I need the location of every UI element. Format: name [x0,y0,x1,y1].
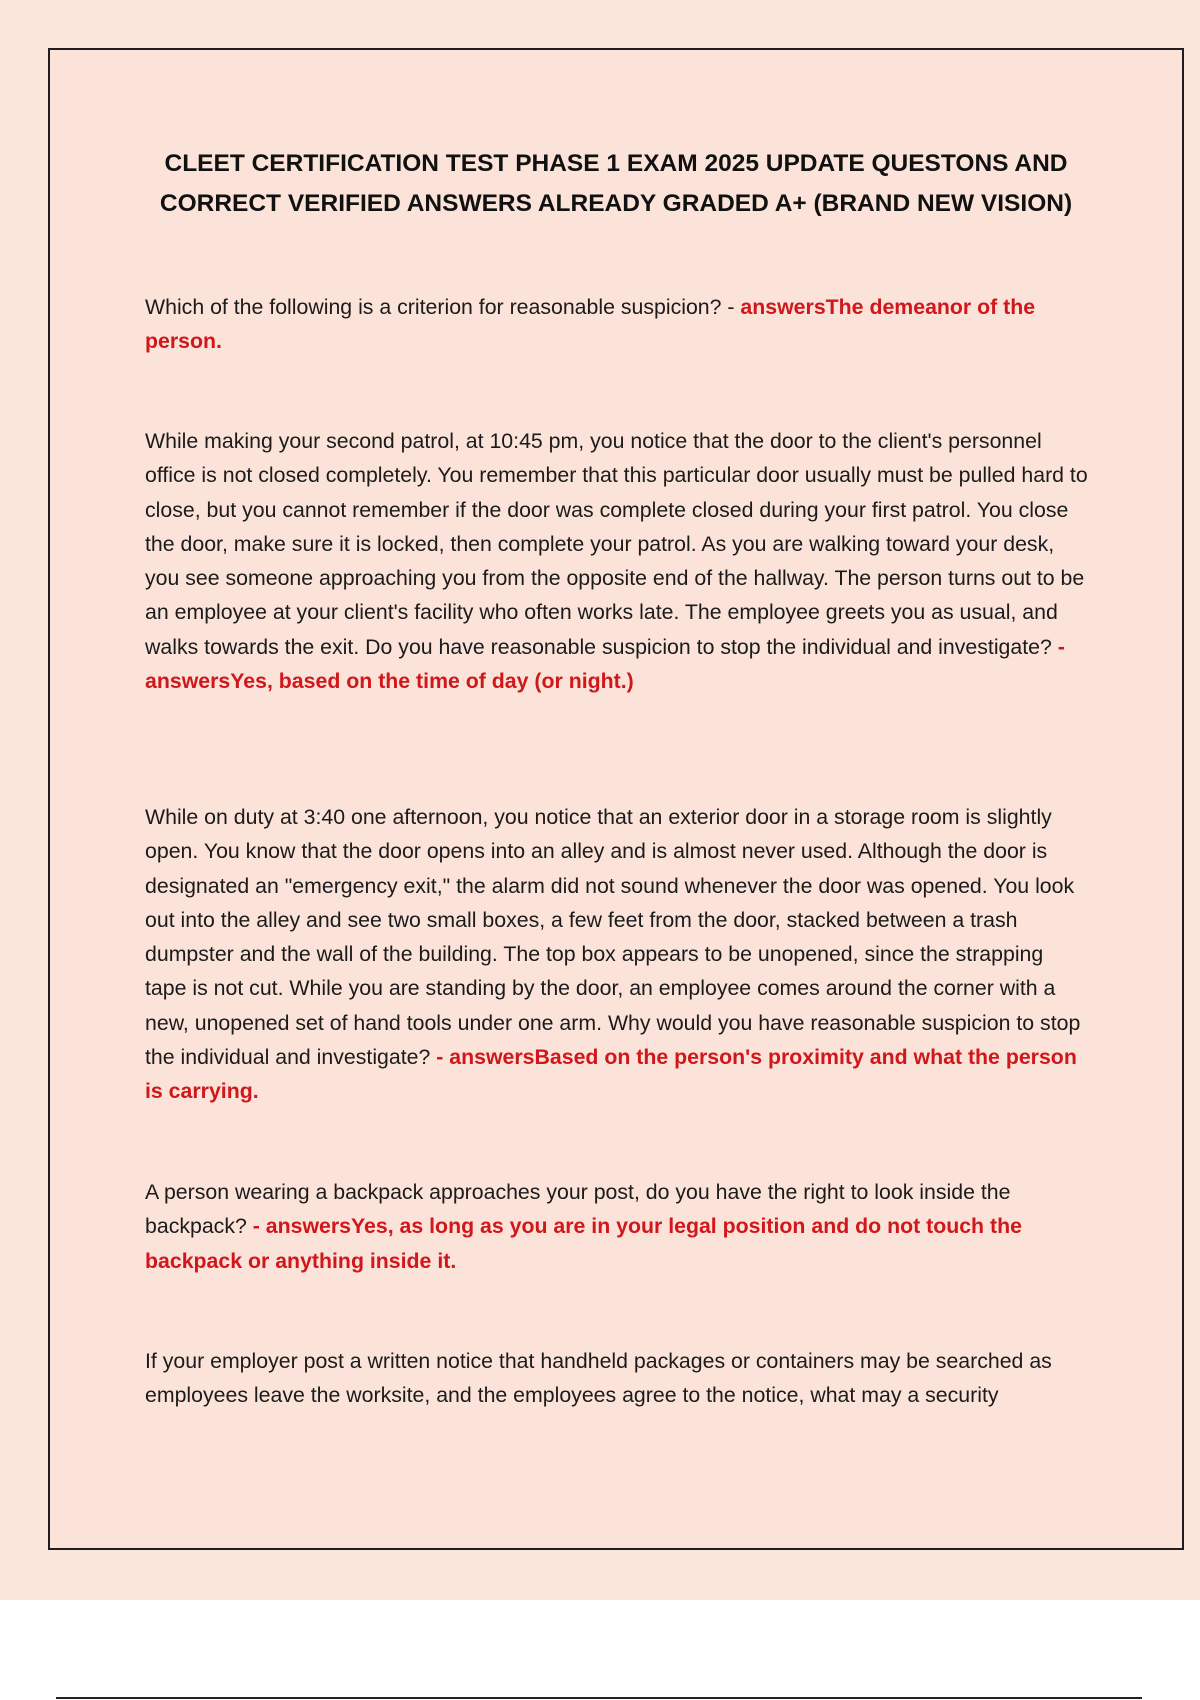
document-frame [48,48,1184,1550]
qa-item-5 [145,1344,1090,1413]
qa-item-2 [145,424,1090,698]
title-line-2: CORRECT VERIFIED ANSWERS ALREADY GRADED A+ (BRAND NEW VISION) [159,190,1073,217]
page-footer-rule [56,1697,1142,1699]
qa-item-4 [145,1175,1090,1278]
question-text: Which of the following is a criterion for reasonable suspicion? - [145,295,741,319]
document-title [96,144,1136,224]
qa-item-3 [145,800,1090,1109]
question-text: A person wearing a backpack approaches your post, do you have the right to look inside the backpack? [145,1180,1011,1239]
answer-text: - answersYes, based on the time of day (or night.) [145,634,1065,694]
title-line-1: CLEET CERTIFICATION TEST PHASE 1 EXAM 2025 UPDATE QUESTONS AND [164,150,1068,177]
answer-text: - answersBased on the person's proximity and what the person is carrying. [145,1045,1077,1104]
question-text: While on duty at 3:40 one afternoon, you notice that an exterior door in a storage room is slightly open. You know that the door opens into an alley and is almost never used. Although the door is designated an "emergency exit," the alarm did not sound whenever the door was opened. You look out into the alley and see two small boxes, a few feet from the door, stacked between a trash dumpster and the wall of the building. The top box appears to be unopened, since the strapping tape is not cut. While you are standing by the door, an employee comes around the corner with a new, unopened set of hand tools under one arm. Why would you have reasonable suspicion to stop the individual and investigate? [145,805,1081,1070]
answer-text: answersThe demeanor of the person. [145,295,1036,354]
question-text: While making your second patrol, at 10:45 pm, you notice that the door to the client's personnel office is not closed completely. You remember that this particular door usually must be pulled hard to close, but you cannot remember if the door was complete closed during your first patrol. You close the door, make sure it is locked, then complete your patrol. As you are walking toward your desk, you see someone approaching you from the opposite end of the hallway. The person turns out to be an employee at your client's facility who often works late. The employee greets you as usual, and walks towards the exit. Do you have reasonable suspicion to stop the individual and investigate? [145,429,1088,659]
question-text: If your employer post a written notice that handheld packages or containers may be searched as employees leave the worksite, and the employees agree to the notice, what may a security [145,1349,1052,1408]
qa-item-1 [145,290,1090,359]
answer-text: - answersYes, as long as you are in your legal position and do not touch the backpack or anything inside it. [145,1214,1022,1273]
